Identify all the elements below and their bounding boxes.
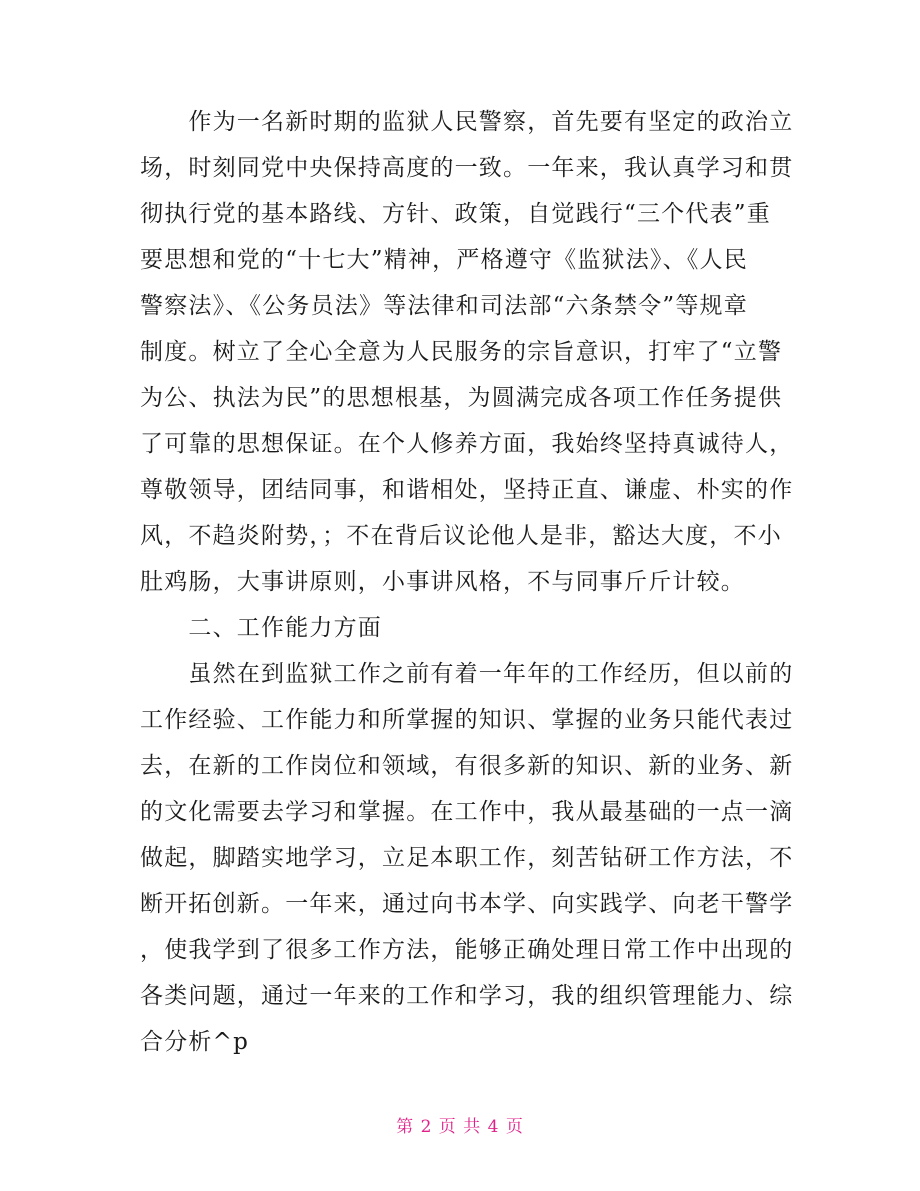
text-line: 场，时刻同党中央保持高度的一致。一年来，我认真学习和贯 xyxy=(140,155,794,181)
text-line: 去，在新的工作岗位和领域，有很多新的知识、新的业务、新 xyxy=(140,753,794,779)
text-line: 作为一名新时期的监狱人民警察，首先要有坚定的政治立 xyxy=(140,109,794,135)
text-line: 合分析^p xyxy=(140,1029,249,1055)
section-heading: 二、工作能力方面 xyxy=(140,615,382,641)
text-line: 了可靠的思想保证。在个人修养方面，我始终坚持真诚待人， xyxy=(140,431,794,457)
text-line: 尊敬领导，团结同事，和谐相处，坚持正直、谦虚、朴实的作 xyxy=(140,477,794,503)
text-line: 的文化需要去学习和掌握。在工作中，我从最基础的一点一滴 xyxy=(140,799,794,825)
text-line: 制度。树立了全心全意为人民服务的宗旨意识，打牢了“立警 xyxy=(140,339,783,365)
text-line: ，使我学到了很多工作方法，能够正确处理日常工作中出现的 xyxy=(140,937,794,963)
text-line: 各类问题，通过一年来的工作和学习，我的组织管理能力、综 xyxy=(140,983,794,1009)
body-text xyxy=(140,99,794,1065)
text-line: 肚鸡肠，大事讲原则，小事讲风格，不与同事斤斤计较。 xyxy=(140,569,745,595)
page-number-label: 第 2 页 共 4 页 xyxy=(396,1117,524,1137)
page-footer xyxy=(0,1112,920,1137)
text-line: 警察法》、《公务员法》等法律和司法部“六条禁令”等规章 xyxy=(140,293,748,319)
text-line: 要思想和党的“十七大”精神，严格遵守《监狱法》、《人民 xyxy=(140,247,748,273)
text-line: 断开拓创新。一年来，通过向书本学、向实践学、向老干警学 xyxy=(140,891,794,917)
text-line: 彻执行党的基本路线、方针、政策，自觉践行“三个代表”重 xyxy=(140,201,771,227)
text-line: 做起，脚踏实地学习，立足本职工作，刻苦钻研工作方法，不 xyxy=(140,845,794,871)
text-line: 风，不趋炎附势，；不在背后议论他人是非，豁达大度，不小 xyxy=(140,523,782,549)
text-line: 虽然在到监狱工作之前有着一年年的工作经历，但以前的 xyxy=(140,661,794,687)
text-line: 为公、执法为民”的思想根基，为圆满完成各项工作任务提供 xyxy=(140,385,783,411)
text-line: 工作经验、工作能力和所掌握的知识、掌握的业务只能代表过 xyxy=(140,707,794,733)
